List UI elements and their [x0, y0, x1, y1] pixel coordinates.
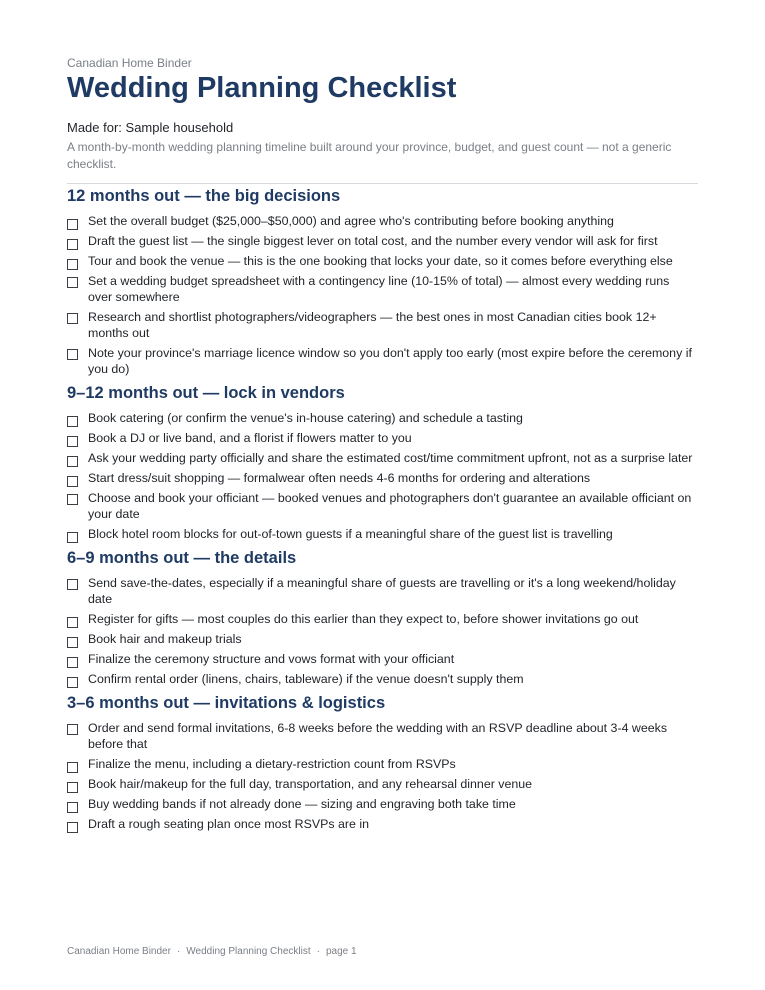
checkbox[interactable] — [67, 494, 78, 505]
checklist-sections — [67, 186, 698, 832]
section-title: 6–9 months out — the details — [67, 549, 297, 567]
checklist-item-text: Register for gifts — most couples do this earlier than they expect to, before shower invitations go out — [88, 612, 639, 626]
checklist-item-text: Block hotel room blocks for out-of-town guests if a meaningful share of the guest list is travelling — [88, 527, 613, 541]
checklist-item — [67, 776, 698, 792]
checklist-item — [67, 490, 698, 522]
checklist-item — [67, 631, 698, 647]
checkbox[interactable] — [67, 313, 78, 324]
checklist-item — [67, 430, 698, 446]
checklist-item-text: Set a wedding budget spreadsheet with a contingency line (10-15% of total) — almost every wedding runs over somewhere — [88, 274, 670, 304]
checkbox[interactable] — [67, 239, 78, 250]
checkbox[interactable] — [67, 219, 78, 230]
checklist-item — [67, 410, 698, 426]
checklist-item — [67, 651, 698, 667]
checklist-item — [67, 526, 698, 542]
checkbox[interactable] — [67, 762, 78, 773]
checklist-items — [67, 410, 698, 542]
checklist-section — [67, 383, 698, 542]
checklist-item-text: Book catering (or confirm the venue's in-house catering) and schedule a tasting — [88, 411, 523, 425]
checklist-item — [67, 470, 698, 486]
brand-label: Canadian Home Binder — [67, 56, 192, 70]
checklist-item-text: Tour and book the venue — this is the one booking that locks your date, so it comes before everything else — [88, 254, 673, 268]
checklist-item — [67, 450, 698, 466]
footer-separator: · — [316, 946, 320, 957]
checkbox[interactable] — [67, 782, 78, 793]
checkbox[interactable] — [67, 349, 78, 360]
made-for-line: Made for: Sample household — [67, 120, 234, 135]
checklist-item — [67, 309, 698, 341]
checklist-section — [67, 186, 698, 377]
checklist-item-text: Set the overall budget ($25,000–$50,000) and agree who's contributing before booking anything — [88, 214, 614, 228]
checklist-item-text: Finalize the menu, including a dietary-restriction count from RSVPs — [88, 757, 456, 771]
checklist-items — [67, 575, 698, 687]
checklist-item-text: Note your province's marriage licence window so you don't apply too early (most expire before the ceremony if you do) — [88, 346, 692, 376]
checklist-item-text: Book hair and makeup trials — [88, 632, 242, 646]
header-divider — [67, 183, 698, 184]
checkbox[interactable] — [67, 579, 78, 590]
checklist-items — [67, 213, 698, 377]
checkbox[interactable] — [67, 637, 78, 648]
checkbox[interactable] — [67, 259, 78, 270]
footer-separator: · — [176, 946, 181, 957]
checklist-item — [67, 816, 698, 832]
checklist-section — [67, 693, 698, 832]
checklist-item — [67, 273, 698, 305]
checkbox[interactable] — [67, 277, 78, 288]
checklist-item — [67, 611, 698, 627]
checklist-item — [67, 756, 698, 772]
checklist-item — [67, 345, 698, 377]
page-footer — [67, 945, 357, 958]
checkbox[interactable] — [67, 657, 78, 668]
checkbox[interactable] — [67, 436, 78, 447]
checklist-item-text: Order and send formal invitations, 6-8 weeks before the wedding with an RSVP deadline about 3-4 weeks before that — [88, 721, 668, 751]
checklist-item — [67, 575, 698, 607]
checklist-item-text: Start dress/suit shopping — formalwear often needs 4-6 months for ordering and alterations — [88, 471, 591, 485]
checkbox[interactable] — [67, 532, 78, 543]
checklist-section — [67, 548, 698, 687]
checkbox[interactable] — [67, 456, 78, 467]
section-title: 3–6 months out — invitations & logistics — [67, 694, 386, 712]
checklist-item-text: Draft a rough seating plan once most RSVPs are in — [88, 817, 370, 831]
checklist-item — [67, 671, 698, 687]
checklist-item-text: Send save-the-dates, especially if a meaningful share of guests are travelling or it's a long weekend/holiday date — [88, 576, 676, 606]
checkbox[interactable] — [67, 617, 78, 628]
checklist-item-text: Book a DJ or live band, and a florist if flowers matter to you — [88, 431, 412, 445]
checklist-item-text: Book hair/makeup for the full day, transportation, and any rehearsal dinner venue — [88, 777, 533, 791]
checklist-item-text: Buy wedding bands if not already done — sizing and engraving both take time — [88, 797, 516, 811]
footer-brand: Canadian Home Binder — [67, 946, 171, 957]
checklist-item-text: Choose and book your officiant — booked venues and photographers don't guarantee an available officiant on your date — [88, 491, 692, 521]
checklist-item-text: Draft the guest list — the single biggest lever on total cost, and the number every vendor will ask for first — [88, 234, 658, 248]
section-title: 9–12 months out — lock in vendors — [67, 384, 345, 402]
checkbox[interactable] — [67, 677, 78, 688]
checkbox[interactable] — [67, 416, 78, 427]
checklist-item — [67, 253, 698, 269]
page-title: Wedding Planning Checklist — [67, 72, 457, 104]
checklist-item — [67, 233, 698, 249]
checklist-item — [67, 720, 698, 752]
checklist-item-text: Finalize the ceremony structure and vows format with your officiant — [88, 652, 455, 666]
footer-doc-title: Wedding Planning Checklist — [186, 946, 311, 957]
checkbox[interactable] — [67, 476, 78, 487]
checklist-item-text: Research and shortlist photographers/videographers — the best ones in most Canadian cities book 12+ months out — [88, 310, 657, 340]
checklist-item-text: Confirm rental order (linens, chairs, tableware) if the venue doesn't supply them — [88, 672, 524, 686]
checklist-item — [67, 796, 698, 812]
checklist-item-text: Ask your wedding party officially and share the estimated cost/time commitment upfront, not as a surprise later — [88, 451, 693, 465]
checkbox[interactable] — [67, 822, 78, 833]
checklist-item — [67, 213, 698, 229]
section-title: 12 months out — the big decisions — [67, 187, 341, 205]
checkbox[interactable] — [67, 724, 78, 735]
page-subtitle: A month-by-month wedding planning timeline built around your province, budget, and guest count — not a generic checklist. — [67, 140, 672, 171]
footer-page-number: page 1 — [325, 946, 357, 957]
checkbox[interactable] — [67, 802, 78, 813]
page — [67, 55, 698, 836]
checklist-items — [67, 720, 698, 832]
